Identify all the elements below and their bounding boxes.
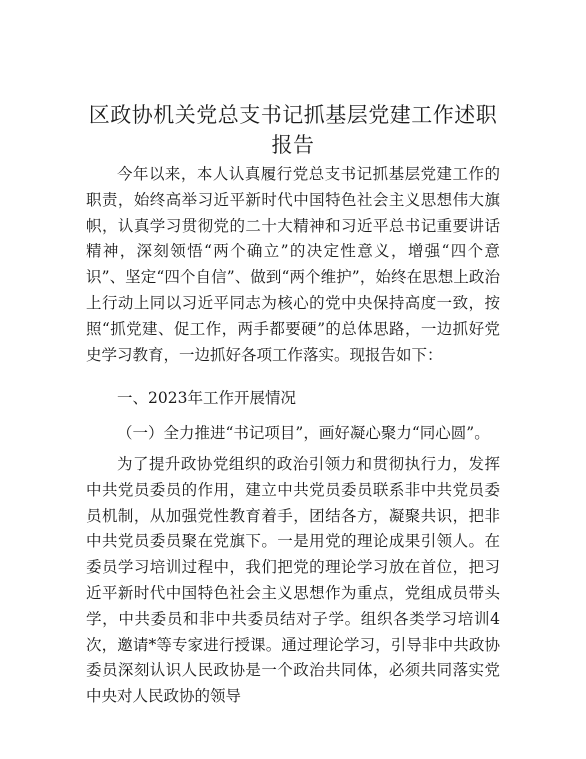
body-paragraph: 为了提升政协党组织的政治引领力和贯彻执行力，发挥中共党员委员的作用，建立中共党员委员联系非中共党员委员机制，从加强党性教育着手，团结各方，凝聚共识，把非中共党员委员聚在党旗下。一是用党的理论成果引领人。在委员学习培训过程中，我们把党的理论学习放在首位，把习近平新时代中国特色社会主义思想作为重点，党组成员带头学，中共委员和非中共委员结对子学。组织各类学习培训4次，邀请*等专家进行授课。通过理论学习，引导非中共政协委员深刻认识人民政协是一个政治共同体，必须共同落实党中央对人民政协的领导 xyxy=(86,455,500,706)
section-heading: 一、2023年工作开展情况 xyxy=(117,389,296,407)
intro-paragraph: 今年以来，本人认真履行党总支书记抓基层党建工作的职责，始终高举习近平新时代中国特色社会主义思想伟大旗帜，认真学习贯彻党的二十大精神和习近平总书记重要讲话精神，深刻领悟“两个确立”的决定性意义，增强“四个意识”、坚定“四个自信”、做到“两个维护”，始终在思想上政治上行动上同以习近平同志为核心的党中央保持高度一致，按照“抓党建、促工作，两手都要硬”的总体思路，一边抓好党史学习教育，一边抓好各项工作落实。现报告如下： xyxy=(86,165,500,364)
subsection-heading: （一）全力推进“书记项目”，画好凝心聚力“同心圆”。 xyxy=(117,424,490,442)
document-title: 区政协机关党总支书记抓基层党建工作述职报告 xyxy=(88,103,498,157)
